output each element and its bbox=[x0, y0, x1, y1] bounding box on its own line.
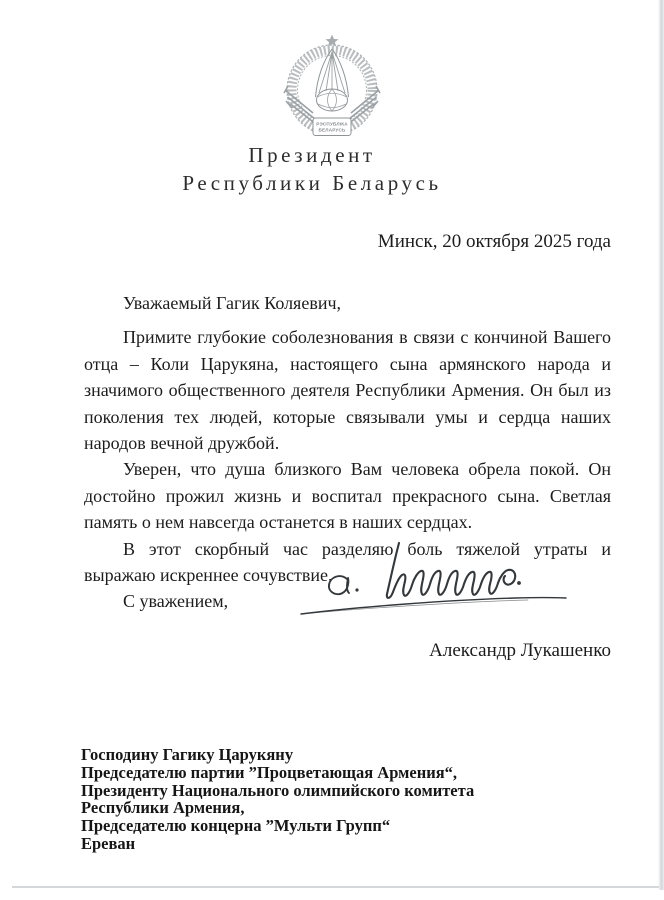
recipient-block bbox=[81, 746, 581, 853]
paragraph-3: В этот скорбный час разделяю боль тяжелой утраты и выражаю искреннее сочувствие. bbox=[84, 538, 611, 586]
paragraph-1: Примите глубокие соболезнования в связи с кончиной Вашего отца – Коли Царукяна, настоящего сына армянского народа и значимого общественного деятеля Республики Армения. Он был из поколения тех людей, которые связывали умы и сердца наших народов вечной дружбой. bbox=[84, 327, 611, 454]
recipient-line: Господину Гагику Царукяну bbox=[81, 745, 294, 764]
recipient-line: Председателю концерна ”Мульти Групп“ bbox=[81, 816, 391, 836]
handwritten-signature bbox=[288, 534, 573, 619]
belarus-coat-of-arms-icon bbox=[272, 33, 392, 137]
recipient-line: Председателю партии ”Процветающая Армения“, bbox=[81, 762, 458, 782]
closing-phrase: С уважением, bbox=[123, 591, 229, 612]
paragraph-2: Уверен, что душа близкого Вам человека обрела покой. Он достойно прожил жизнь и воспитал прекрасного сына. Светлая память о нем навсегда останется в наших сердцах. bbox=[84, 459, 611, 533]
signer-name: Александр Лукашенко bbox=[429, 640, 611, 661]
letterhead-title-line1: Президент bbox=[248, 143, 376, 167]
scan-page-edge-right bbox=[658, 0, 664, 890]
recipient-line: Ереван bbox=[81, 833, 136, 853]
salutation: Уважаемый Гагик Коляевич, bbox=[123, 293, 342, 313]
emblem-ribbon-text-1: РЭСПУБЛІКА bbox=[316, 121, 348, 127]
letterhead-title-line2: Республики Беларусь bbox=[182, 171, 442, 195]
date-line: Минск, 20 октября 2025 года bbox=[377, 231, 611, 252]
letterhead-title bbox=[64, 141, 560, 197]
scan-page-edge-bottom bbox=[12, 886, 659, 888]
recipient-line: Республики Армения, bbox=[81, 798, 245, 818]
emblem-ribbon-text-2: БЕЛАРУСЬ bbox=[318, 127, 346, 133]
recipient-line: Президенту Национального олимпийского комитета bbox=[81, 780, 475, 800]
